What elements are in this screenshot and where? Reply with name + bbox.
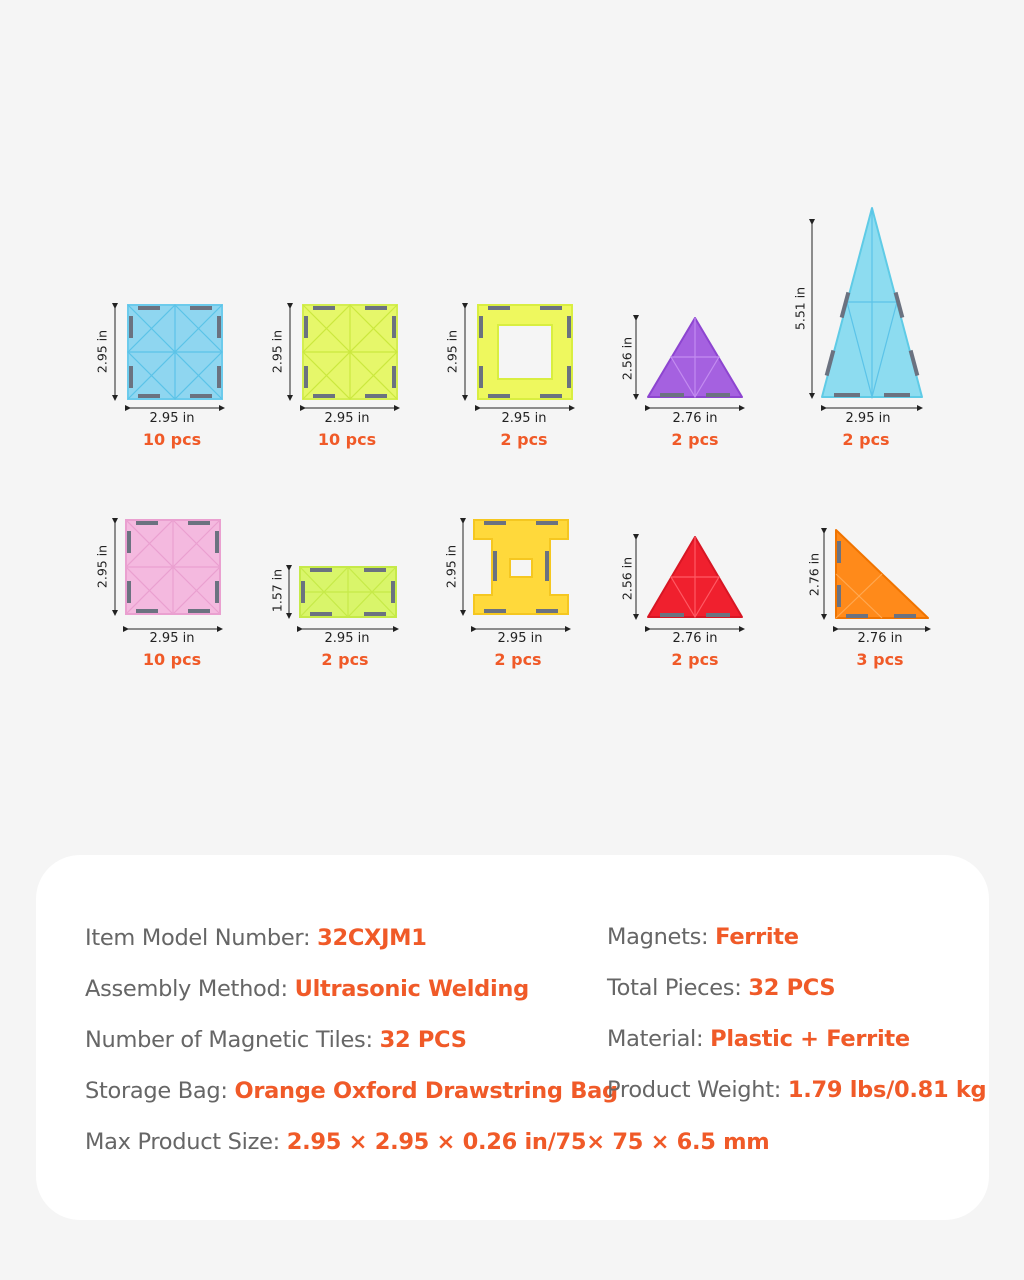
tile-height-label: 2.95 in xyxy=(444,329,460,374)
tile-count-label: 2 pcs xyxy=(671,430,719,449)
spec-material xyxy=(607,1026,910,1052)
tile-width-label: 2.95 in xyxy=(149,631,195,646)
spec-value: 32 PCS xyxy=(379,1027,467,1053)
tile-width-label: 2.95 in xyxy=(324,411,370,426)
spec-value: Ultrasonic Welding xyxy=(294,976,529,1002)
window-square-yellow-icon xyxy=(440,300,590,450)
spec-label: Item Model Number: xyxy=(85,925,318,951)
spec-assembly xyxy=(85,976,529,1002)
spec-value: 32CXJM1 xyxy=(317,925,427,951)
tile-height-label: 2.56 in xyxy=(619,336,635,381)
tile-count-label: 10 pcs xyxy=(317,430,377,449)
tile-count-label: 10 pcs xyxy=(142,430,202,449)
spec-card xyxy=(36,855,989,1220)
tile-height-label: 2.56 in xyxy=(619,556,635,601)
spec-label: Max Product Size: xyxy=(85,1129,287,1155)
tile-count-label: 2 pcs xyxy=(671,650,719,669)
tile-purple-triangle xyxy=(615,300,765,450)
tile-count-label: 2 pcs xyxy=(494,650,542,669)
spec-label: Magnets: xyxy=(607,924,716,950)
tile-window-square xyxy=(440,300,590,450)
tile-height-label: 2.76 in xyxy=(806,552,822,597)
tile-green-rectangle xyxy=(265,515,415,675)
square-blue-icon xyxy=(90,300,240,450)
tile-red-triangle xyxy=(615,515,765,675)
spec-label: Material: xyxy=(607,1026,711,1052)
spec-value: Plastic + Ferrite xyxy=(710,1026,910,1052)
tile-height-label: 2.95 in xyxy=(94,544,110,589)
tile-height-label: 1.57 in xyxy=(269,568,285,613)
spec-label: Assembly Method: xyxy=(85,976,295,1002)
spec-label: Number of Magnetic Tiles: xyxy=(85,1027,380,1053)
spec-weight xyxy=(607,1077,986,1103)
triangle-purple-icon xyxy=(615,300,765,450)
spec-model xyxy=(85,925,427,951)
tile-green-square xyxy=(265,300,415,450)
tile-width-label: 2.95 in xyxy=(324,631,370,646)
spec-value: Orange Oxford Drawstring Bag xyxy=(234,1078,618,1104)
spec-value: 32 PCS xyxy=(748,975,836,1001)
tile-width-label: 2.95 in xyxy=(149,411,195,426)
tile-count-label: 2 pcs xyxy=(500,430,548,449)
tile-height-label: 2.95 in xyxy=(269,329,285,374)
tile-width-label: 2.76 in xyxy=(857,631,903,646)
spec-total xyxy=(607,975,835,1001)
tile-count-label: 2 pcs xyxy=(321,650,369,669)
tile-pink-square xyxy=(90,515,240,675)
tile-right-triangle xyxy=(800,515,950,675)
spec-label: Product Weight: xyxy=(607,1077,788,1103)
tile-tall-triangle xyxy=(790,200,950,450)
spec-label: Total Pieces: xyxy=(607,975,749,1001)
tile-count-label: 2 pcs xyxy=(842,430,890,449)
tile-blue-square xyxy=(90,300,240,450)
spec-magnets xyxy=(607,924,799,950)
tile-height-label: 5.51 in xyxy=(792,286,808,331)
tile-width-label: 2.95 in xyxy=(501,411,547,426)
tile-width-label: 2.95 in xyxy=(845,411,891,426)
spec-value: Ferrite xyxy=(715,924,799,950)
tile-count-label: 3 pcs xyxy=(856,650,904,669)
spec-size xyxy=(85,1129,769,1155)
tile-h-frame xyxy=(440,515,590,675)
tile-height-label: 2.95 in xyxy=(443,544,459,589)
spec-tiles xyxy=(85,1027,467,1053)
spec-bag xyxy=(85,1078,618,1104)
square-green-icon xyxy=(265,300,415,450)
tile-height-label: 2.95 in xyxy=(94,329,110,374)
spec-value: 2.95 × 2.95 × 0.26 in/75× 75 × 6.5 mm xyxy=(286,1129,770,1155)
tile-width-label: 2.76 in xyxy=(672,631,718,646)
spec-value: 1.79 lbs/0.81 kg xyxy=(787,1077,987,1103)
spec-label: Storage Bag: xyxy=(85,1078,235,1104)
tile-width-label: 2.95 in xyxy=(497,631,543,646)
tile-width-label: 2.76 in xyxy=(672,411,718,426)
tile-count-label: 10 pcs xyxy=(142,650,202,669)
